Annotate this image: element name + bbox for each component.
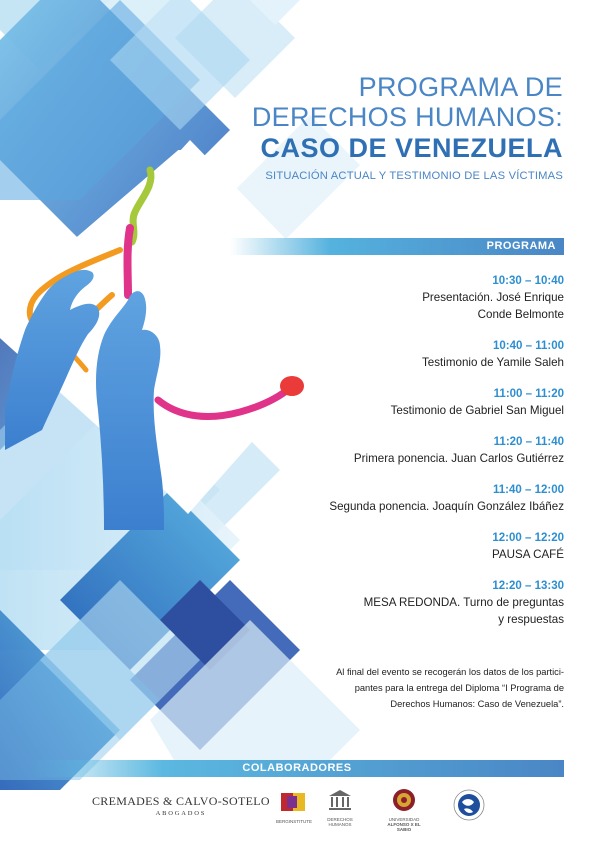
schedule-description: Presentación. José Enrique bbox=[422, 291, 564, 304]
footnote bbox=[274, 664, 564, 712]
schedule-description: y respuestas bbox=[498, 613, 564, 626]
schedule-description: Conde Belmonte bbox=[477, 308, 564, 321]
berg-book-icon bbox=[279, 790, 309, 814]
temple-icon bbox=[327, 788, 353, 812]
schedule-description: Testimonio de Gabriel San Miguel bbox=[390, 404, 564, 417]
globe-logo bbox=[452, 786, 488, 829]
title-block bbox=[252, 72, 563, 182]
schedule-time: 11:20 – 11:40 bbox=[493, 436, 564, 448]
cremades-name: CREMADES & CALVO-SOTELO bbox=[92, 794, 270, 808]
uax-text-1: UNIVERSIDAD bbox=[388, 817, 420, 822]
title-line-1: PROGRAMA DE bbox=[358, 72, 563, 102]
schedule-time: 12:20 – 13:30 bbox=[492, 580, 564, 592]
schedule-time: 11:00 – 11:20 bbox=[493, 388, 564, 400]
schedule-time: 11:40 – 12:00 bbox=[493, 484, 564, 496]
programa-bar: PROGRAMA bbox=[230, 238, 564, 255]
berg-institute-logo bbox=[269, 790, 319, 824]
logos-row bbox=[0, 782, 595, 832]
schedule-item bbox=[264, 530, 564, 563]
subtitle: SITUACIÓN ACTUAL Y TESTIMONIO DE LAS VÍCTIMAS bbox=[265, 170, 563, 182]
cremades-logo bbox=[92, 794, 270, 817]
derechos-humanos-logo bbox=[320, 788, 360, 827]
ddhh-text-2: HUMANOS bbox=[328, 822, 352, 827]
schedule-time: 12:00 – 12:20 bbox=[492, 532, 564, 544]
schedule-item bbox=[264, 578, 564, 628]
schedule-description: Testimonio de Yamile Saleh bbox=[422, 356, 564, 369]
schedule-item bbox=[264, 338, 564, 371]
schedule-time: 10:30 – 10:40 bbox=[492, 275, 564, 287]
schedule-time: 10:40 – 11:00 bbox=[493, 340, 564, 352]
schedule-description: Segunda ponencia. Joaquín González Ibáñez bbox=[329, 500, 564, 513]
schedule-item bbox=[264, 273, 564, 323]
uax-crest-icon bbox=[392, 788, 416, 812]
footnote-line: Al final del evento se recogerán los datos de los partici- bbox=[336, 667, 564, 677]
berg-text: BERGINSTITUTE bbox=[275, 819, 312, 824]
ddhh-text-1: DERECHOS bbox=[327, 817, 353, 822]
schedule-item bbox=[264, 482, 564, 515]
schedule-description: PAUSA CAFÉ bbox=[492, 548, 564, 561]
schedule-item bbox=[264, 434, 564, 467]
schedule-description: Primera ponencia. Juan Carlos Gutiérrez bbox=[353, 452, 564, 465]
title-line-2: DERECHOS HUMANOS: bbox=[251, 102, 563, 132]
footnote-line: pantes para la entrega del Diploma “I Programa de bbox=[354, 683, 564, 693]
schedule-item bbox=[264, 386, 564, 419]
schedule-list bbox=[264, 273, 564, 643]
footnote-line: Derechos Humanos: Caso de Venezuela”. bbox=[390, 699, 564, 709]
schedule-description: MESA REDONDA. Turno de preguntas bbox=[363, 596, 564, 609]
uax-text-2: ALFONSO X EL SABIO bbox=[387, 822, 421, 832]
title-line-3: CASO DE VENEZUELA bbox=[260, 133, 563, 163]
uax-logo bbox=[380, 788, 428, 832]
globe-icon bbox=[452, 786, 486, 824]
colaboradores-bar: COLABORADORES bbox=[30, 760, 564, 777]
cremades-sub: ABOGADOS bbox=[155, 810, 207, 817]
